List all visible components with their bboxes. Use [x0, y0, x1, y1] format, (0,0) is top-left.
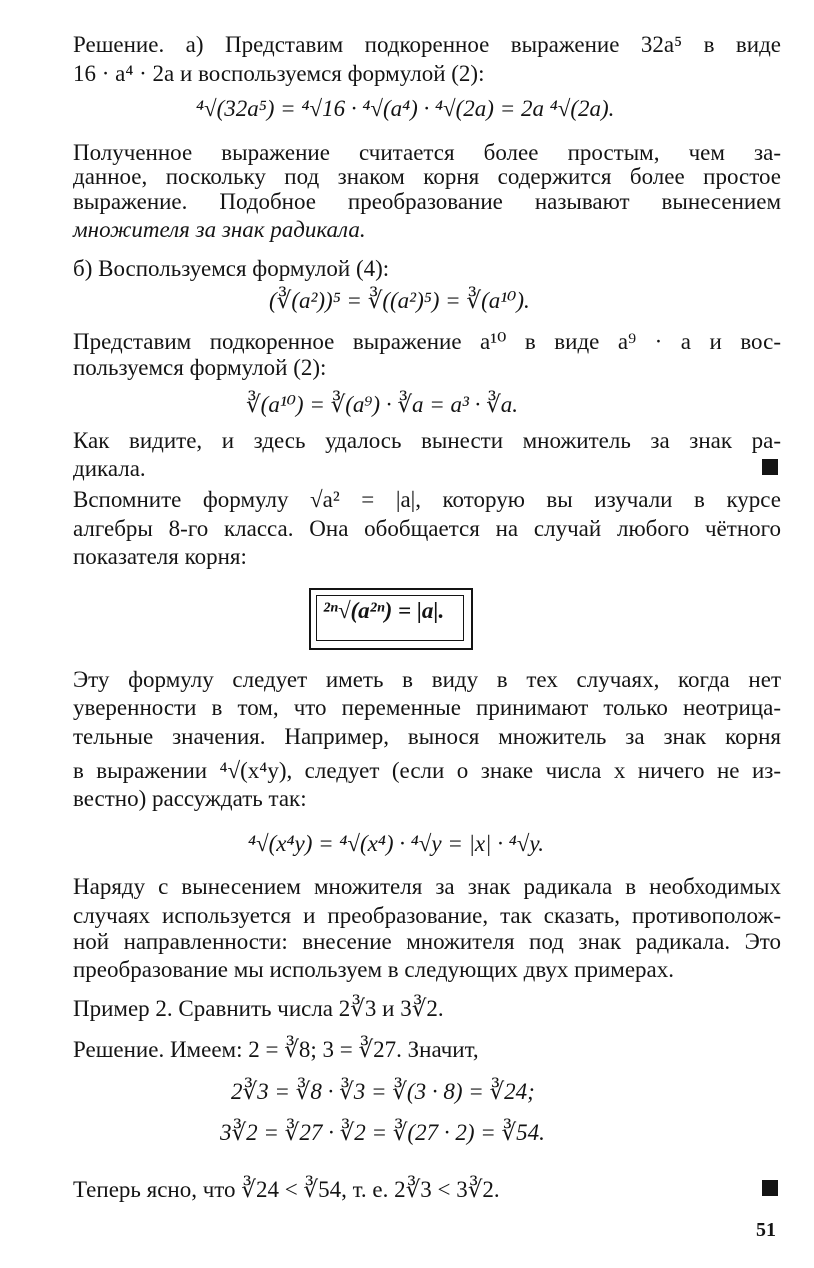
formula-4: ⁴√(x⁴y) = ⁴√(x⁴) · ⁴√y = |x| · ⁴√y. [248, 831, 545, 856]
formula-6: 3∛2 = ∛27 · ∛2 = ∛(27 · 2) = ∛54. [220, 1120, 545, 1145]
text-line-4: данное, поскольку под знаком корня содержится более простое [73, 164, 781, 189]
text-line-22: ной направленности: внесение множителя под знак радикала. Это [73, 929, 781, 954]
text-line-17: тельные значения. Например, вынося множитель за знак корня [73, 724, 781, 749]
conclusion-line: Теперь ясно, что ∛24 < ∛54, т. е. 2∛3 < 3∛2. [73, 1177, 500, 1202]
text-line-10: Как видите, и здесь удалось вынести множитель за знак ра- [73, 428, 781, 453]
text-line-7: б) Воспользуемся формулой (4): [73, 256, 390, 281]
example-2-heading: Пример 2. Сравнить числа 2∛3 и 3∛2. [73, 996, 444, 1021]
text-line-3: Полученное выражение считается более простым, чем за- [73, 140, 781, 165]
text-line-23: преобразование мы используем в следующих двух примерах. [73, 957, 674, 982]
boxed-formula: ²ⁿ√(a²ⁿ) = |a|. [323, 598, 445, 623]
text-line-5: выражение. Подобное преобразование называют вынесением [73, 189, 781, 214]
text-line-18: в выражении ⁴√(x⁴y), следует (если о знаке числа x ничего не из- [73, 758, 781, 783]
formula-5: 2∛3 = ∛8 · ∛3 = ∛(3 · 8) = ∛24; [231, 1079, 535, 1104]
highlighted-formula-box [309, 588, 473, 650]
qed-mark-2 [762, 1180, 778, 1196]
formula-1: ⁴√(32a⁵) = ⁴√16 · ⁴√(a⁴) · ⁴√(2a) = 2a ⁴√(2a). [196, 96, 615, 121]
text-line-8: Представим подкоренное выражение a¹⁰ в виде a⁹ · a и вос- [73, 329, 781, 354]
text-line-14: показателя корня: [73, 544, 247, 569]
text-line-21: случаях используется и преобразование, так сказать, противополож- [73, 903, 781, 928]
text-line-15: Эту формулу следует иметь в виду в тех случаях, когда нет [73, 667, 781, 692]
text-line-9: пользуемся формулой (2): [73, 355, 327, 380]
text-line-16: уверенности в том, что переменные принимают только неотрица- [73, 695, 781, 720]
text-line-2: 16 · a⁴ · 2a и воспользуемся формулой (2): [73, 61, 485, 86]
page-number: 51 [756, 1219, 776, 1241]
text-line-19: вестно) рассуждать так: [73, 786, 307, 811]
qed-mark [762, 459, 778, 475]
text-line-13: алгебры 8-го класса. Она обобщается на случай любого чётного [73, 516, 781, 541]
formula-3: ∛(a¹⁰) = ∛(a⁹) · ∛a = a³ · ∛a. [246, 392, 519, 417]
formula-2: (∛(a²))⁵ = ∛((a²)⁵) = ∛(a¹⁰). [269, 288, 530, 313]
text-line-6: множителя за знак радикала. [73, 217, 366, 242]
solution-line: Решение. Имеем: 2 = ∛8; 3 = ∛27. Значит, [73, 1037, 479, 1062]
text-line-11: дикала. [73, 456, 146, 481]
text-line-1: Решение. а) Представим подкоренное выражение 32a⁵ в виде [73, 32, 781, 57]
text-line-20: Наряду с вынесением множителя за знак радикала в необходимых [73, 874, 781, 899]
text-line-12: Вспомните формулу √a² = |a|, которую вы изучали в курсе [73, 487, 781, 512]
